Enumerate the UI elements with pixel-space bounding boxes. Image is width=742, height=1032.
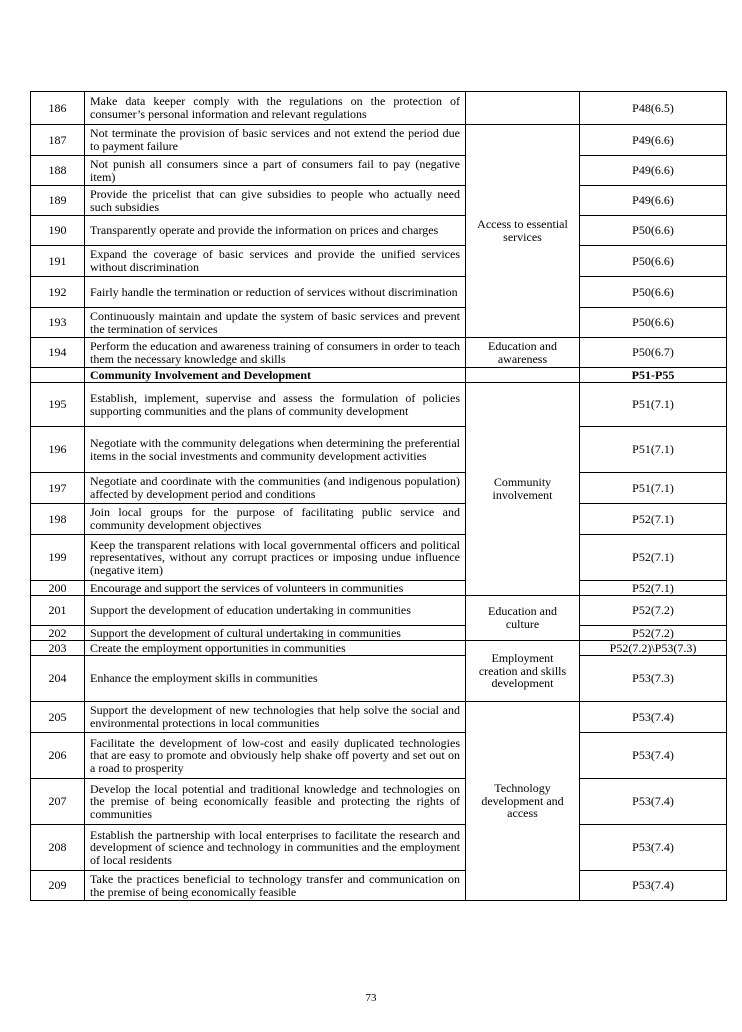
row-number: 195	[31, 383, 85, 427]
category-access-to-essential-services: Access to essential services	[466, 125, 580, 338]
table-row	[31, 308, 727, 338]
table-row	[31, 535, 727, 581]
category-blank	[466, 92, 580, 125]
row-reference: P50(6.7)	[580, 338, 727, 368]
row-description: Negotiate and coordinate with the communities (and indigenous population) affected by development period and conditions	[85, 473, 466, 504]
row-reference: P48(6.5)	[580, 92, 727, 125]
row-description: Negotiate with the community delegations when determining the preferential items in the social investments and community development activities	[85, 427, 466, 473]
table-row	[31, 779, 727, 825]
row-number: 203	[31, 641, 85, 656]
table-row	[31, 125, 727, 156]
row-description: Make data keeper comply with the regulations on the protection of consumer’s personal information and relevant regulations	[85, 92, 466, 125]
row-description: Expand the coverage of basic services and provide the unified services without discrimination	[85, 246, 466, 277]
row-description: Take the practices beneficial to technology transfer and communication on the premise of being economically feasible	[85, 871, 466, 901]
row-number: 205	[31, 702, 85, 733]
table-row	[31, 383, 727, 427]
row-description: Join local groups for the purpose of facilitating public service and community development objectives	[85, 504, 466, 535]
row-number: 204	[31, 656, 85, 702]
row-description: Establish, implement, supervise and assess the formulation of policies supporting communities and the plans of community development	[85, 383, 466, 427]
row-reference: P49(6.6)	[580, 186, 727, 216]
table-row	[31, 656, 727, 702]
table-row	[31, 216, 727, 246]
row-description: Keep the transparent relations with local governmental officers and political representatives, without any corrupt practices or imposing undue influence (negative item)	[85, 535, 466, 581]
row-reference: P53(7.4)	[580, 871, 727, 901]
row-number: 188	[31, 156, 85, 186]
requirements-table	[30, 91, 727, 901]
category-technology-development: Technology development and access	[466, 702, 580, 901]
row-description: Encourage and support the services of volunteers in communities	[85, 581, 466, 596]
table-row	[31, 596, 727, 626]
row-reference: P53(7.4)	[580, 702, 727, 733]
table-row	[31, 473, 727, 504]
row-reference: P53(7.3)	[580, 656, 727, 702]
row-description: Transparently operate and provide the information on prices and charges	[85, 216, 466, 246]
row-number: 209	[31, 871, 85, 901]
row-reference: P50(6.6)	[580, 308, 727, 338]
row-description: Support the development of education undertaking in communities	[85, 596, 466, 626]
row-reference: P53(7.4)	[580, 825, 727, 871]
row-reference: P52(7.2)	[580, 596, 727, 626]
table-row	[31, 427, 727, 473]
row-number: 200	[31, 581, 85, 596]
row-description: Support the development of cultural undertaking in communities	[85, 626, 466, 641]
row-number: 202	[31, 626, 85, 641]
row-reference: P52(7.1)	[580, 504, 727, 535]
section-heading-row	[31, 368, 727, 383]
table-row	[31, 156, 727, 186]
table-row	[31, 246, 727, 277]
row-description: Not punish all consumers since a part of consumers fail to pay (negative item)	[85, 156, 466, 186]
row-description: Not terminate the provision of basic services and not extend the period due to payment failure	[85, 125, 466, 156]
row-number: 206	[31, 733, 85, 779]
table-row	[31, 338, 727, 368]
table-row	[31, 581, 727, 596]
row-description: Support the development of new technologies that help solve the social and environmental protections in local communities	[85, 702, 466, 733]
row-reference: P52(7.2)	[580, 626, 727, 641]
table-row	[31, 626, 727, 641]
row-number: 194	[31, 338, 85, 368]
row-reference: P49(6.6)	[580, 156, 727, 186]
table-row	[31, 702, 727, 733]
row-number: 201	[31, 596, 85, 626]
row-number: 190	[31, 216, 85, 246]
row-number: 192	[31, 277, 85, 308]
table-row	[31, 733, 727, 779]
row-reference: P52(7.1)	[580, 535, 727, 581]
table-row	[31, 641, 727, 656]
row-number: 191	[31, 246, 85, 277]
row-number: 208	[31, 825, 85, 871]
row-number: 189	[31, 186, 85, 216]
row-reference: P51(7.1)	[580, 383, 727, 427]
category-education-and-culture: Education and culture	[466, 596, 580, 641]
row-description: Fairly handle the termination or reduction of services without discrimination	[85, 277, 466, 308]
row-reference: P52(7.2)\P53(7.3)	[580, 641, 727, 656]
row-number: 207	[31, 779, 85, 825]
row-description: Provide the pricelist that can give subsidies to people who actually need such subsidies	[85, 186, 466, 216]
row-reference: P50(6.6)	[580, 216, 727, 246]
row-description: Establish the partnership with local enterprises to facilitate the research and development of science and technology in communities and the employment of local residents	[85, 825, 466, 871]
table-row	[31, 871, 727, 901]
row-description: Continuously maintain and update the system of basic services and prevent the termination of services	[85, 308, 466, 338]
section-title: Community Involvement and Development	[85, 368, 466, 383]
row-reference: P51(7.1)	[580, 427, 727, 473]
section-reference: P51-P55	[580, 368, 727, 383]
table-row	[31, 504, 727, 535]
row-reference: P51(7.1)	[580, 473, 727, 504]
table-row	[31, 277, 727, 308]
row-reference: P52(7.1)	[580, 581, 727, 596]
row-reference: P50(6.6)	[580, 277, 727, 308]
row-number: 186	[31, 92, 85, 125]
row-description: Perform the education and awareness training of consumers in order to teach them the necessary knowledge and skills	[85, 338, 466, 368]
category-employment-creation: Employment creation and skills development	[466, 641, 580, 702]
table-row	[31, 825, 727, 871]
row-number: 197	[31, 473, 85, 504]
table-row	[31, 92, 727, 125]
row-number: 199	[31, 535, 85, 581]
row-number: 187	[31, 125, 85, 156]
row-reference: P53(7.4)	[580, 733, 727, 779]
row-number: 193	[31, 308, 85, 338]
category-education-and-awareness: Education and awareness	[466, 338, 580, 368]
row-reference: P50(6.6)	[580, 246, 727, 277]
category-community-involvement: Community involvement	[466, 383, 580, 596]
row-description: Develop the local potential and traditional knowledge and technologies on the premise of being economically feasible and protecting the rights of communities	[85, 779, 466, 825]
row-number: 196	[31, 427, 85, 473]
row-description: Facilitate the development of low-cost and easily duplicated technologies that are easy to promote and obviously help shake off poverty and set out on a road to prosperity	[85, 733, 466, 779]
row-number: 198	[31, 504, 85, 535]
row-description: Create the employment opportunities in communities	[85, 641, 466, 656]
page-number: 73	[365, 992, 377, 1004]
row-description: Enhance the employment skills in communities	[85, 656, 466, 702]
row-reference: P53(7.4)	[580, 779, 727, 825]
table-row	[31, 186, 727, 216]
row-reference: P49(6.6)	[580, 125, 727, 156]
